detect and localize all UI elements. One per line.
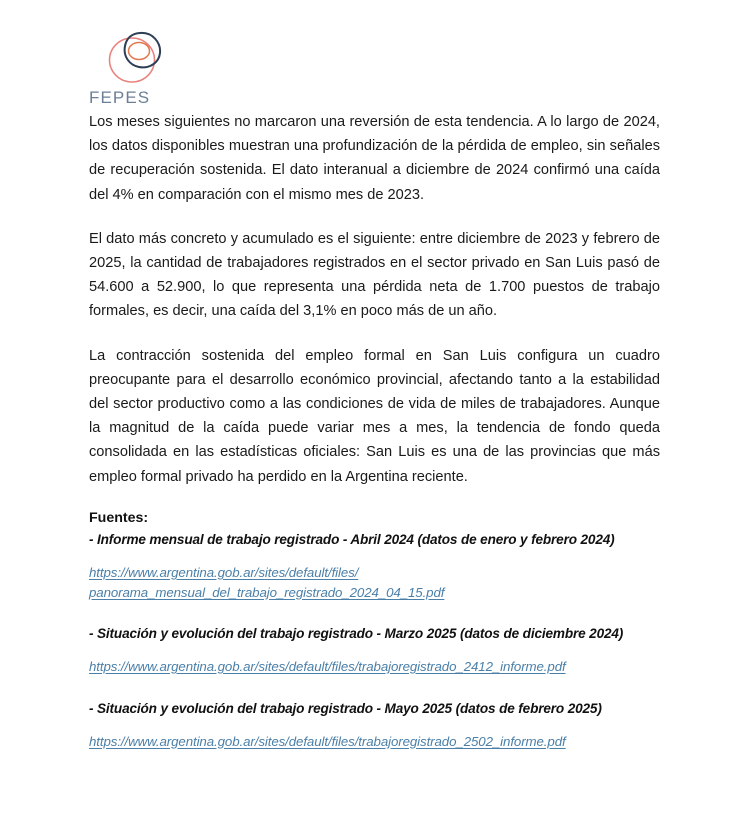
sources-section <box>89 508 664 751</box>
fepes-circles-icon <box>101 24 173 86</box>
paragraph: El dato más concreto y acumulado es el siguiente: entre diciembre de 2023 y febrero de 2025, la cantidad de trabajadores registrados en el sector privado en San Luis pasó de 54.600 a 52.900, lo que representa una pérdida neta de 1.700 puestos de trabajo formales, es decir, una caída del 3,1% en poco más de un año. <box>89 230 660 320</box>
paragraph: La contracción sostenida del empleo formal en San Luis configura un cuadro preocupante para el desarrollo económico provincial, afectando tanto a la estabilidad del sector productivo como a las condiciones de vida de miles de trabajadores. Aunque la magnitud de la caída puede variar mes a mes, la tendencia de fondo queda consolidada en las estadísticas oficiales: San Luis es una de las provincias que más empleo formal privado ha perdido en la Argentina reciente. <box>89 347 660 485</box>
source-link-line: https://www.argentina.gob.ar/sites/default/files/trabajoregistrado_2502_informe.pdf <box>89 733 566 749</box>
source-title: - Situación y evolución del trabajo registrado - Marzo 2025 (datos de diciembre 2024) <box>89 626 624 641</box>
fepes-logo <box>89 24 179 108</box>
sources-heading: Fuentes: <box>89 510 149 526</box>
source-title: - Informe mensual de trabajo registrado - Abril 2024 (datos de enero y febrero 2024) <box>89 532 615 547</box>
source-link-line: https://www.argentina.gob.ar/sites/default/files/ <box>89 565 359 580</box>
source-link-line: https://www.argentina.gob.ar/sites/default/files/trabajoregistrado_2412_informe.pdf <box>89 659 566 674</box>
paragraph: Los meses siguientes no marcaron una reversión de esta tendencia. A lo largo de 2024, los datos disponibles muestran una profundización de la pérdida de empleo, sin señales de recuperación sostenida. El dato interanual a diciembre de 2024 confirmó una caída del 4% en comparación con el mismo mes de 2023. <box>89 114 660 203</box>
fepes-wordmark: FEPES <box>89 88 151 107</box>
source-title: - Situación y evolución del trabajo registrado - Mayo 2025 (datos de febrero 2025) <box>89 700 602 716</box>
source-link[interactable] <box>89 563 664 602</box>
article-body <box>89 110 660 489</box>
source-link[interactable] <box>89 732 664 752</box>
source-link[interactable] <box>89 657 664 677</box>
source-link-line: panorama_mensual_del_trabajo_registrado_2024_04_15.pdf <box>89 584 445 600</box>
